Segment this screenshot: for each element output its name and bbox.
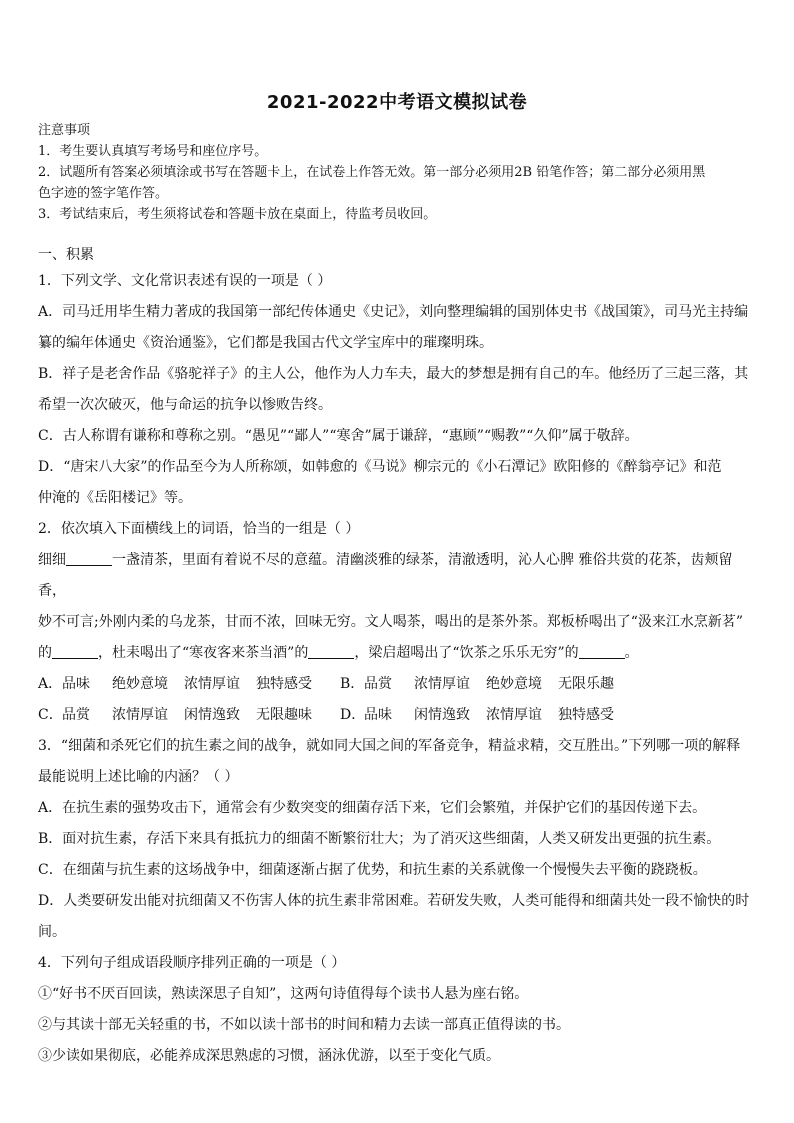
question-4-sentence-3: ③少读如果彻底，必能养成深思熟虑的习惯，涵泳优游，以至于变化气质。 (38, 1048, 500, 1064)
option-word: 品赏 (364, 676, 392, 692)
question-2-options-row-1 (38, 669, 758, 700)
question-1-option-d: D．“唐宋八大家”的作品至今为人所称颂，如韩愈的《马说》柳宗元的《小石潭记》欧阳修的《醉翁亭记》和范 (38, 459, 722, 475)
question-1-option-b-cont: 希望一次次破灭，他与命运的抗争以惨败告终。 (38, 397, 332, 413)
answer-blank (579, 644, 625, 659)
question-3-option-b: B．面对抗生素，存活下来具有抵抗力的细菌不断繁衍壮大；为了消灭这些细菌，人类又研发出更强的抗生素。 (38, 831, 721, 847)
option-word: 浓情厚谊 (184, 676, 240, 692)
question-2-options-row-2 (38, 700, 758, 731)
passage-text: 的 (38, 645, 52, 661)
option-word: 闲情逸致 (414, 707, 470, 723)
notes-item: 3．考试结束后，考生须将试卷和答题卡放在桌面上，待监考员收回。 (38, 207, 437, 222)
answer-blank (66, 551, 112, 566)
question-2-passage-line-2: 妙不可言;外刚内柔的乌龙茶，甘而不浓，回味无穷。文人喝茶，喝出的是茶外茶。郑板桥喝出了“汲来江水烹新茗” (38, 614, 744, 630)
question-3-option-d-cont: 间。 (38, 924, 66, 940)
question-2-stem: 2．依次填入下面横线上的词语，恰当的一组是（ ） (38, 521, 360, 537)
option-label: B． (340, 676, 365, 692)
notes-heading: 注意事项 (38, 123, 91, 138)
option-word: 绝妙意境 (112, 676, 168, 692)
question-4-sentence-1: ①“好书不厌百回读，熟读深思子自知”，这两句诗值得每个读书人悬为座右铭。 (38, 986, 529, 1002)
option-word: 浓情厚谊 (486, 707, 542, 723)
question-1-stem: 1．下列文学、文化常识表述有误的一项是（ ） (38, 273, 332, 289)
option-word: 绝妙意境 (486, 676, 542, 692)
question-3-option-c: C．在细菌与抗生素的这场战争中，细菌逐渐占据了优势，和抗生素的关系就像一个慢慢失去平衡的跷跷板。 (38, 862, 707, 878)
option-word: 独特感受 (256, 676, 312, 692)
notes-item: 2．试题所有答案必须填涂或书写在答题卡上，在试卷上作答无效。第一部分必须用2B 铅笔作答；第二部分必须用黑 (38, 165, 706, 180)
option-word: 品赏 (62, 707, 90, 723)
option-word: 品味 (62, 676, 90, 692)
option-word: 无限趣味 (256, 707, 312, 723)
question-1-option-a-cont: 纂的编年体通史《资治通鉴》，它们都是我国古代文学宝库中的璀璨明珠。 (38, 335, 493, 351)
passage-text: ，梁启超喝出了“饮茶之乐乐无穷”的 (354, 645, 579, 661)
question-1-option-d-cont: 仲淹的《岳阳楼记》等。 (38, 490, 192, 506)
passage-text: 细细 (38, 552, 66, 568)
option-word: 品味 (364, 707, 392, 723)
answer-blank (52, 644, 98, 659)
question-3-option-a: A．在抗生素的强势攻击下，通常会有少数突变的细菌存活下来，它们会繁殖，并保护它们的基因传递下去。 (38, 800, 707, 816)
question-4-stem: 4．下列句子组成语段顺序排列正确的一项是（ ） (38, 955, 346, 971)
passage-text: ，杜耒喝出了“寒夜客来茶当酒”的 (98, 645, 309, 661)
question-2-passage-line-1 (38, 545, 758, 607)
passage-text: 。 (624, 645, 639, 661)
question-2-passage-line-3 (38, 638, 758, 669)
option-label: A． (38, 676, 63, 692)
answer-blank (308, 644, 354, 659)
option-label: C． (38, 707, 63, 723)
notes-item: 1．考生要认真填写考场号和座位序号。 (38, 144, 268, 159)
question-1-option-b: B．祥子是老舍作品《骆驼祥子》的主人公，他作为人力车夫，最大的梦想是拥有自己的车。他经历了三起三落，其 (38, 366, 749, 382)
question-3-stem-cont: 最能说明上述比喻的内涵？（ ） (38, 769, 239, 785)
option-word: 独特感受 (558, 707, 614, 723)
option-word: 闲情逸致 (184, 707, 240, 723)
question-3-stem: 3．“细菌和杀死它们的抗生素之间的战争，就如同大国之间的军备竞争，精益求精，交互胜出。”下列哪一项的解释 (38, 738, 741, 754)
section-heading: 一、积累 (38, 247, 94, 263)
exam-body (38, 244, 758, 1072)
option-word: 浓情厚谊 (414, 676, 470, 692)
option-label: D． (340, 707, 366, 723)
notes-item: 色字迹的签字笔作答。 (38, 186, 169, 201)
question-4-sentence-2: ②与其读十部无关轻重的书，不如以读十部书的时间和精力去读一部真正值得读的书。 (38, 1017, 570, 1033)
notes-section (38, 120, 758, 225)
passage-text: 一盏清茶，里面有着说不尽的意蕴。清幽淡雅的绿茶，清澈透明，沁人心脾 雅俗共赏的花茶，齿颊留香， (38, 552, 733, 599)
exam-title: 2021-2022中考语文模拟试卷 (266, 92, 528, 113)
question-1-option-c: C．古人称谓有谦称和尊称之别。“愚见”“鄙人”“寒舍”属于谦辞，“惠顾”“赐教”“久仰”属于敬辞。 (38, 428, 639, 444)
question-1-option-a: A．司马迁用毕生精力著成的我国第一部纪传体通史《史记》，刘向整理编辑的国别体史书《战国策》，司马光主持编 (38, 304, 749, 320)
question-3-option-d: D．人类要研发出能对抗细菌又不伤害人体的抗生素非常困难。若研发失败，人类可能得和细菌共处一段不愉快的时 (38, 893, 750, 909)
option-word: 无限乐趣 (558, 676, 614, 692)
option-word: 浓情厚谊 (112, 707, 168, 723)
